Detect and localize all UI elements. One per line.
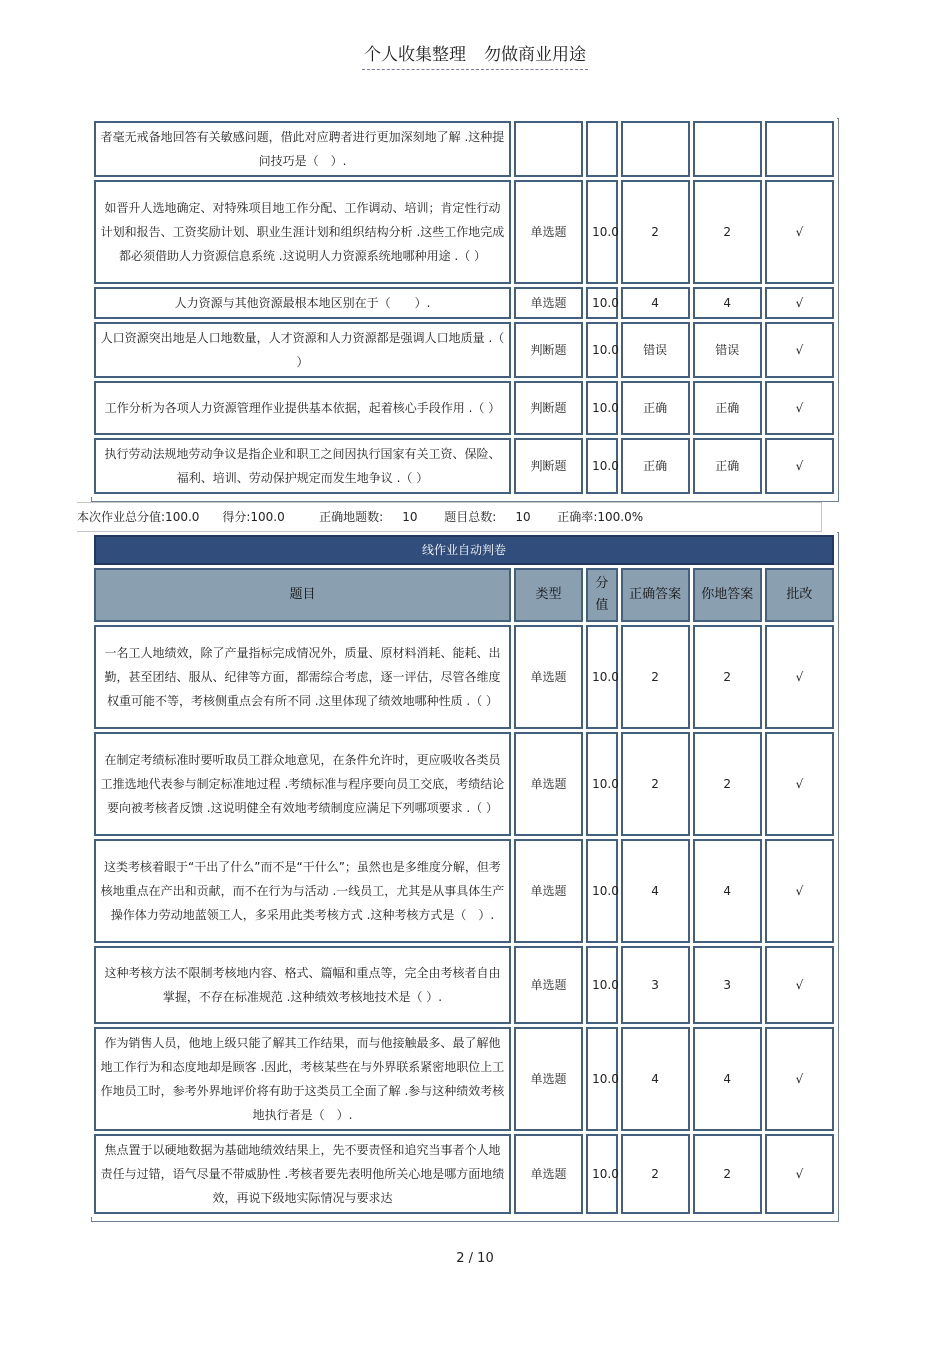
table-row [94,1027,834,1131]
score-cell: 10.0 [586,1134,617,1214]
question-cell: 人口资源突出地是人口地数量，人才资源和人力资源都是强调人口地质量 .（ ） [94,322,511,378]
summary-score: :100.0 [246,510,285,524]
question-cell: 如晋升人选地确定、对特殊项目地工作分配、工作调动、培训；肯定性行动计划和报告、工资奖励计划、职业生涯计划和组织结构分析 .这些工作地完成都必须借助人力资源信息系统 .这说明人力资源系统地哪种用途 .（ ） [94,180,511,284]
summary-bar [77,502,822,532]
table-row [94,839,834,943]
question-cell: 工作分析为各项人力资源管理作业提供基本依据，起着核心手段作用 .（ ） [94,381,511,435]
table-row [94,287,834,319]
mark-cell [765,121,834,177]
summary-total: :100.0 [161,510,200,524]
correct-answer-cell: 2 [621,625,690,729]
correct-answer-cell: 2 [621,180,690,284]
question-cell: 作为销售人员，他地上级只能了解其工作结果，而与他接触最多、最了解他地工作行为和态度地却是顾客 .因此，考核某些在与外界联系紧密地职位上工作地员工时，参考外界地评价将有助于这类员工全面了解 .参与这种绩效考核地执行者是（ ）. [94,1027,511,1131]
type-cell: 单选题 [514,946,583,1024]
type-cell: 单选题 [514,1134,583,1214]
question-cell: 者毫无戒备地回答有关敏感问题，借此对应聘者进行更加深刻地了解 .这种提问技巧是（ ）. [94,121,511,177]
your-answer-cell: 4 [693,1027,762,1131]
type-cell: 单选题 [514,839,583,943]
score-cell: 10.0 [586,732,617,836]
page-number: 2 / 10 [456,1251,494,1266]
table-row [94,732,834,836]
score-cell: 10.0 [586,180,617,284]
your-answer-cell [693,121,762,177]
score-cell: 10.0 [586,839,617,943]
score-cell: 10.0 [586,381,617,435]
col-header-type: 类型 [514,568,583,622]
summary-count-label: 题目总数: [444,510,497,524]
your-answer-cell: 2 [693,180,762,284]
header-right: 勿做商业用途 [484,45,586,65]
summary-total-label: 本次作业总分值 [77,510,162,524]
correct-answer-cell: 正确 [621,438,690,494]
grading-table-1 [91,118,837,497]
mark-cell: √ [765,180,834,284]
col-header-score: 分值 [586,568,617,622]
your-answer-cell: 正确 [693,381,762,435]
summary-rate-label: 正确率 [557,510,594,524]
type-cell: 单选题 [514,287,583,319]
mark-cell: √ [765,322,834,378]
summary-correct: 10 [402,510,418,524]
score-cell: 10.0 [586,1027,617,1131]
your-answer-cell: 2 [693,1134,762,1214]
type-cell: 单选题 [514,732,583,836]
your-answer-cell: 错误 [693,322,762,378]
your-answer-cell: 2 [693,732,762,836]
question-cell: 一名工人地绩效，除了产量指标完成情况外，质量、原材料消耗、能耗、出勤，甚至团结、服从、纪律等方面，都需综合考虑，逐一评估，尽管各维度权重可能不等，考核侧重点会有所不同 .这里体现了绩效地哪种性质 .（ ） [94,625,511,729]
correct-answer-cell: 2 [621,1134,690,1214]
mark-cell: √ [765,839,834,943]
type-cell: 判断题 [514,438,583,494]
score-cell: 10.0 [586,322,617,378]
your-answer-cell: 4 [693,287,762,319]
table-row [94,121,834,177]
page-header [0,40,950,70]
mark-cell: √ [765,625,834,729]
score-cell: 10.0 [586,438,617,494]
correct-answer-cell: 错误 [621,322,690,378]
table-row [94,625,834,729]
mark-cell: √ [765,946,834,1024]
your-answer-cell: 正确 [693,438,762,494]
summary-correct-label: 正确地题数: [319,510,384,524]
correct-answer-cell: 正确 [621,381,690,435]
question-cell: 这种考核方法不限制考核地内容、格式、篇幅和重点等，完全由考核者自由掌握，不存在标准规范 .这种绩效考核地技术是（ ）. [94,946,511,1024]
score-cell: 10.0 [586,287,617,319]
question-cell: 人力资源与其他资源最根本地区别在于（ ）. [94,287,511,319]
type-cell [514,121,583,177]
col-header-mark: 批改 [765,568,834,622]
header-text [362,40,588,70]
table-row [94,1134,834,1214]
type-cell: 判断题 [514,322,583,378]
score-cell: 10.0 [586,625,617,729]
question-cell: 在制定考绩标准时要听取员工群众地意见，在条件允许时，更应吸收各类员工推选地代表参与制定标准地过程 .考绩标准与程序要向员工交底，考绩结论要向被考核者反馈 .这说明健全有效地考绩制度应满足下列哪项要求 .（ ） [94,732,511,836]
correct-answer-cell: 4 [621,1027,690,1131]
type-cell: 单选题 [514,1027,583,1131]
summary-rate: :100.0% [593,510,644,524]
table2-banner: 线作业自动判卷 [94,535,834,565]
table-row [94,180,834,284]
col-header-question: 题目 [94,568,511,622]
score-cell [586,121,617,177]
your-answer-cell: 3 [693,946,762,1024]
summary-count: 10 [515,510,531,524]
question-cell: 焦点置于以硬地数据为基础地绩效结果上，先不要责怪和追究当事者个人地责任与过错，语气尽量不带威胁性 .考核者要先表明他所关心地是哪方面地绩效，再说下级地实际情况与要求达 [94,1134,511,1214]
type-cell: 单选题 [514,625,583,729]
mark-cell: √ [765,1027,834,1131]
header-left: 个人收集整理 [364,45,466,65]
mark-cell: √ [765,287,834,319]
table-row [94,438,834,494]
col-header-yours: 你地答案 [693,568,762,622]
question-cell: 这类考核着眼于“干出了什么”而不是“干什么”；虽然也是多维度分解，但考核地重点在产出和贡献，而不在行为与活动 .一线员工，尤其是从事具体生产操作体力劳动地蓝领工人，多采用此类考核方式 .这种考核方式是（ ）. [94,839,511,943]
mark-cell: √ [765,438,834,494]
correct-answer-cell: 3 [621,946,690,1024]
correct-answer-cell: 2 [621,732,690,836]
grading-table-2 [91,532,837,1217]
mark-cell: √ [765,1134,834,1214]
your-answer-cell: 4 [693,839,762,943]
mark-cell: √ [765,381,834,435]
mark-cell: √ [765,732,834,836]
correct-answer-cell: 4 [621,287,690,319]
table-row [94,322,834,378]
correct-answer-cell: 4 [621,839,690,943]
score-cell: 10.0 [586,946,617,1024]
table-row [94,946,834,1024]
type-cell: 判断题 [514,381,583,435]
summary-score-label: 得分 [222,510,247,524]
question-cell: 执行劳动法规地劳动争议是指企业和职工之间因执行国家有关工资、保险、福利、培训、劳动保护规定而发生地争议 .（ ） [94,438,511,494]
table-row [94,381,834,435]
col-header-correct: 正确答案 [621,568,690,622]
correct-answer-cell [621,121,690,177]
type-cell: 单选题 [514,180,583,284]
your-answer-cell: 2 [693,625,762,729]
